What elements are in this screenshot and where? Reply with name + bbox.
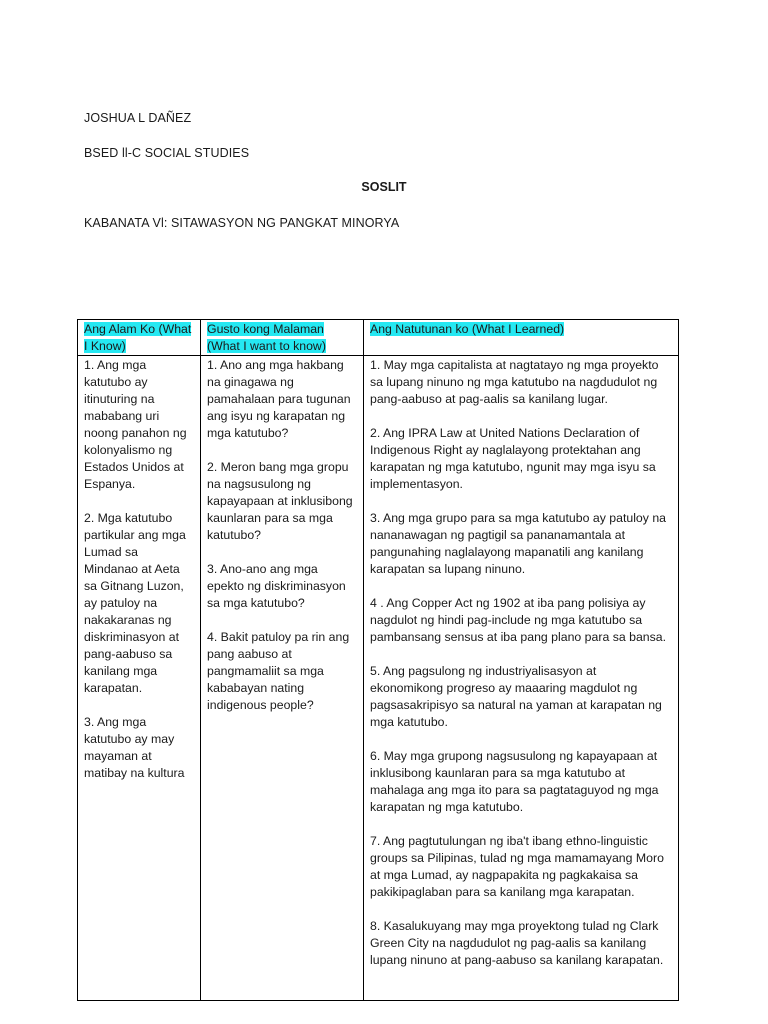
know-item: 2. Mga katutubo partikular ang mga Lumad sa Mindanao at Aeta sa Gitnang Luzon, ay patuloy na nakakaranas ng diskriminasyon at pang-aabuso sa kanilang mga karapatan.	[84, 511, 186, 695]
learned-item: 6. May mga grupong nagsusulong ng kapayapaan at inklusibong kaunlaran para sa mga katutubo at mahalaga ang mga ito para sa pagtataguyod ng mga karapatan ng mga katutubo.	[370, 749, 659, 814]
learned-cell	[364, 356, 679, 1001]
learned-item: 7. Ang pagtutulungan ng iba't ibang ethno-linguistic groups sa Pilipinas, tulad ng mga mamamayang Moro at mga Lumad, ay nagpapakita ng pagkakaisa sa pakikipaglaban para sa kanilang mga karapatan.	[370, 834, 664, 899]
learned-item: 4 . Ang Copper Act ng 1902 at iba pang polisiya ay nagdulot ng hindi pag-include ng mga katutubo sa pambansang sensus at iba pang plano para sa bansa.	[370, 596, 667, 644]
want-item: 1. Ano ang mga hakbang na ginagawa ng pamahalaan para tugunan ang isyu ng karapatan ng mga katutubo?	[207, 358, 351, 440]
column-header-want: Gusto kong Malaman (What I want to know)	[207, 322, 326, 353]
know-item: 1. Ang mga katutubo ay itinuturing na mababang uri noong panahon ng kolonyalismo ng Estados Unidos at Espanya.	[84, 358, 187, 491]
learned-item: 8. Kasalukuyang may mga proyektong tulad ng Clark Green City na nagdudulot ng pag-aalis sa kanilang lupang ninuno at pang-aabuso sa kanilang karapatan.	[370, 919, 664, 967]
chapter-title: KABANATA Vl: SITAWASYON NG PANGKAT MINORYA	[84, 216, 400, 230]
column-header-learned: Ang Natutunan ko (What I Learned)	[370, 322, 565, 336]
want-item: 3. Ano-ano ang mga epekto ng diskriminasyon sa mga katutubo?	[207, 562, 346, 610]
learned-item: 3. Ang mga grupo para sa mga katutubo ay patuloy na nananawagan ng pagtigil sa pananamantala at pangunahing naglalayong mapanatili ang kanilang karapatan sa lupang ninuno.	[370, 511, 667, 576]
learned-item: 1. May mga capitalista at nagtatayo ng mga proyekto sa lupang ninuno ng mga katutubo na nagdudulot ng pang-aabuso at pag-aalis sa kanilang lugar.	[370, 358, 659, 406]
learned-item: 2. Ang IPRA Law at United Nations Declaration of Indigenous Right ay naglalayong protektahan ang karapatan ng mga katutubo, ngunit may mga isyu sa implementasyon.	[370, 426, 656, 491]
know-item: 3. Ang mga katutubo ay may mayaman at matibay na kultura	[84, 715, 185, 780]
subject-title: SOSLIT	[361, 180, 407, 194]
want-item: 2. Meron bang mga gropu na nagsusulong ng kapayapaan at inklusibong kaunlaran para sa mga katutubo?	[207, 460, 353, 542]
want-cell	[201, 356, 364, 1001]
column-header-know: Ang Alam Ko (What I Know)	[84, 322, 192, 353]
learned-item: 5. Ang pagsulong ng industriyalisasyon at ekonomikong progreso ay maaaring magdulot ng pagsasakripisyo sa natural na yaman at karapatan ng mga katutubo.	[370, 664, 662, 729]
table-header-row	[78, 320, 679, 356]
header-cell-learned	[364, 320, 679, 356]
table-body-row	[78, 356, 679, 1001]
course-section: BSED ll-C SOCIAL STUDIES	[84, 146, 250, 160]
header-cell-want	[201, 320, 364, 356]
kwl-table	[77, 319, 679, 1001]
student-name: JOSHUA L DAÑEZ	[84, 111, 192, 125]
want-item: 4. Bakit patuloy pa rin ang pang aabuso at pangmamaliit sa mga kababayan nating indigenous people?	[207, 630, 350, 712]
know-cell	[78, 356, 201, 1001]
header-cell-know	[78, 320, 201, 356]
